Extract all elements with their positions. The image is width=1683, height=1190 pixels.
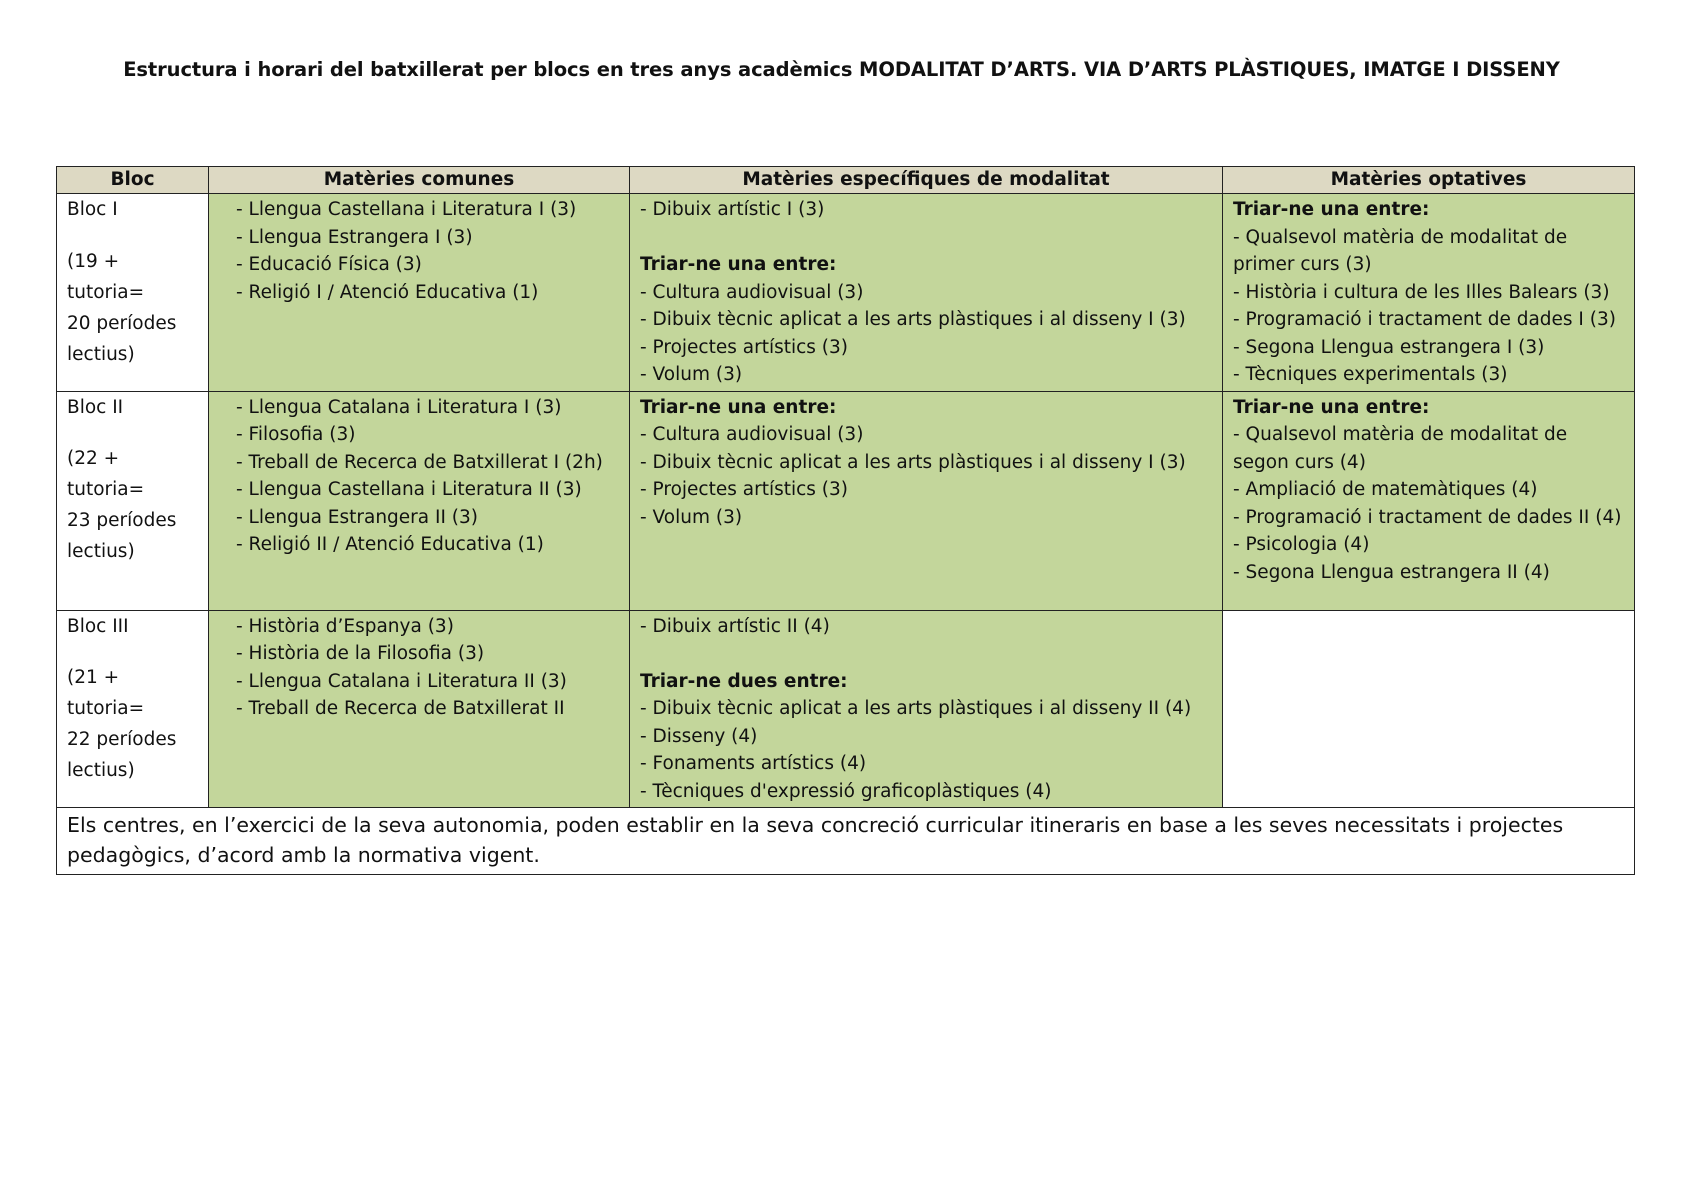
list-item: - Religió II / Atenció Educativa (1) [236,534,544,555]
bloc-cell [57,610,209,808]
list-item: - Història d’Espanya (3) [236,615,454,637]
choice-heading: Triar-ne una entre: [640,396,837,418]
choice-heading: Triar-ne una entre: [1233,396,1430,418]
table-row [57,610,1635,808]
especifiques-cell [630,391,1223,610]
especifiques-cell [630,194,1223,392]
list-item: - Llengua Castellana i Literatura I (3) [236,199,577,220]
bloc-note-line: (19 + tutoria= [67,250,145,303]
bloc-note-line: 23 períodes [67,510,177,531]
list-item: - Dibuix tècnic aplicat a les arts plàstiques i al disseny I (3) [640,451,1186,473]
bloc-label: Bloc III [67,615,129,637]
choice-heading: Triar-ne una entre: [1233,199,1430,220]
list-item: - Llengua Castellana i Literatura II (3) [236,479,582,500]
list-item: - Llengua Estrangera II (3) [236,506,478,528]
list-item: - Dibuix artístic I (3) [640,199,825,220]
optatives-cell-empty [1223,610,1635,808]
optatives-cell [1223,194,1635,392]
header-row [57,167,1635,194]
list-item: - Tècniques experimentals (3) [1233,364,1508,385]
list-item: - Fonaments artístics (4) [640,753,867,774]
header-comunes: Matèries comunes [209,167,630,194]
comunes-cell [209,194,630,392]
bloc-label: Bloc I [67,199,118,220]
list-item: - Dibuix artístic II (4) [640,615,830,637]
list-item: - Programació i tractament de dades II (4) [1233,506,1622,528]
optatives-cell [1223,391,1635,610]
list-item: - Tècniques d'expressió graficoplàstiques (4) [640,780,1052,802]
list-item: - Dibuix tècnic aplicat a les arts plàstiques i al disseny II (4) [640,698,1192,719]
list-item: - Qualsevol matèria de modalitat de segon curs (4) [1233,424,1568,473]
list-item: - Llengua Catalana i Literatura II (3) [236,670,567,692]
bloc-note-line: (22 + tutoria= [67,448,145,500]
bloc-note-line: lectius) [67,343,135,365]
list-item: - Cultura audiovisual (3) [640,424,864,445]
choice-heading: Triar-ne una entre: [640,254,837,275]
comunes-cell [209,391,630,610]
list-item: - Filosofia (3) [236,424,356,445]
list-item: - Qualsevol matèria de modalitat de primer curs (3) [1233,226,1568,275]
list-item: - Ampliació de matemàtiques (4) [1233,479,1538,500]
bloc-cell [57,391,209,610]
list-item: - Projectes artístics (3) [640,479,849,500]
list-item: - Segona Llengua estrangera I (3) [1233,336,1545,358]
table-row [57,391,1635,610]
header-bloc: Bloc [57,167,209,194]
list-item: - Projectes artístics (3) [640,336,849,358]
comunes-cell [209,610,630,808]
bloc-note-line: lectius) [67,760,135,781]
list-item: - Història de la Filosofia (3) [236,643,485,664]
list-item: - Volum (3) [640,506,743,528]
list-item: - Religió I / Atenció Educativa (1) [236,281,539,303]
table-row [57,194,1635,392]
list-item: - Programació i tractament de dades I (3) [1233,309,1616,330]
bloc-label: Bloc II [67,396,124,418]
list-item: - Dibuix tècnic aplicat a les arts plàstiques i al disseny I (3) [640,309,1186,330]
choice-heading: Triar-ne dues entre: [640,670,848,692]
list-item: - Disseny (4) [640,725,758,747]
header-especifiques: Matèries específiques de modalitat [630,167,1223,194]
bloc-note-line: (21 + tutoria= [67,667,145,719]
especifiques-cell [630,610,1223,808]
schedule-table [56,166,1635,875]
bloc-note-line: 22 períodes [67,729,177,750]
list-item: - Llengua Estrangera I (3) [236,226,473,248]
list-item: - Treball de Recerca de Batxillerat I (2h) [236,451,603,473]
list-item: - Volum (3) [640,364,743,385]
list-item: - Història i cultura de les Illes Balears (3) [1233,281,1610,303]
list-item: - Cultura audiovisual (3) [640,281,864,303]
list-item: - Segona Llengua estrangera II (4) [1233,561,1550,583]
list-item: - Educació Física (3) [236,254,422,275]
bloc-note-line: 20 períodes [67,312,177,334]
list-item: - Llengua Catalana i Literatura I (3) [236,396,562,418]
bloc-cell [57,194,209,392]
document-title: Estructura i horari del batxillerat per blocs en tres anys acadèmics MODALITAT D’ARTS. VIA D’ARTS PLÀSTIQUES, IMATGE I DISSENY [123,58,1560,81]
table-note: Els centres, en l’exercici de la seva autonomia, poden establir en la seva concreció curricular itineraris en base a les seves necessitats i projectes pedagògics, d’acord amb la normativa vigent. [57,808,1635,875]
note-row [57,808,1635,875]
list-item: - Treball de Recerca de Batxillerat II [236,698,565,719]
list-item: - Psicologia (4) [1233,534,1370,555]
header-optatives: Matèries optatives [1223,167,1635,194]
bloc-note-line: lectius) [67,541,135,562]
